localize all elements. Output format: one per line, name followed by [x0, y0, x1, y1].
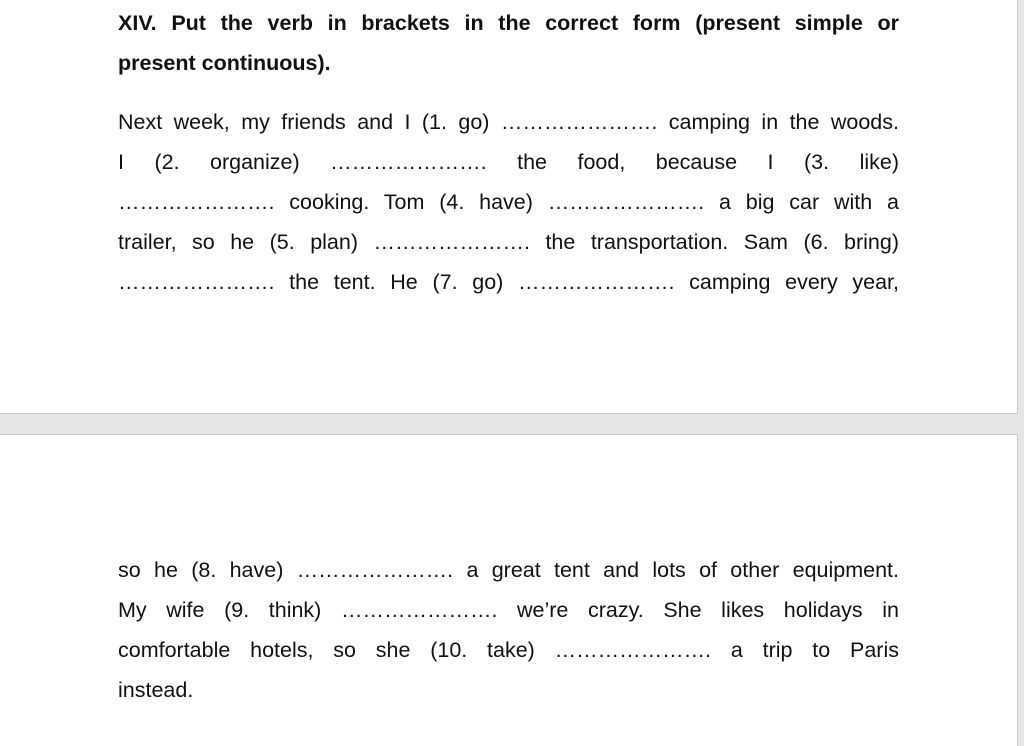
text-line: so he (8. have) …………………. a great tent and lots of other equipment.	[118, 558, 899, 582]
text-line: I (2. organize) …………………. the food, because I (3. like)	[118, 150, 899, 174]
text-line: …………………. cooking. Tom (4. have) …………………. a big car with a	[118, 190, 899, 214]
exercise-text-part-1	[118, 102, 899, 302]
heading-line-2: present continuous).	[118, 51, 331, 75]
text-line: trailer, so he (5. plan) …………………. the transportation. Sam (6. bring)	[118, 230, 899, 254]
text-line: …………………. the tent. He (7. go) …………………. camping every year,	[118, 270, 899, 294]
text-line: Next week, my friends and I (1. go) …………………. camping in the woods.	[118, 110, 899, 134]
exercise-heading	[118, 3, 899, 83]
exercise-text-part-2	[118, 550, 899, 710]
text-line: My wife (9. think) …………………. we’re crazy. She likes holidays in	[118, 598, 899, 622]
text-line: comfortable hotels, so she (10. take) …………………. a trip to Paris	[118, 638, 899, 662]
text-line: instead.	[118, 678, 194, 702]
heading-line-1: XIV. Put the verb in brackets in the correct form (present simple or	[118, 11, 899, 35]
